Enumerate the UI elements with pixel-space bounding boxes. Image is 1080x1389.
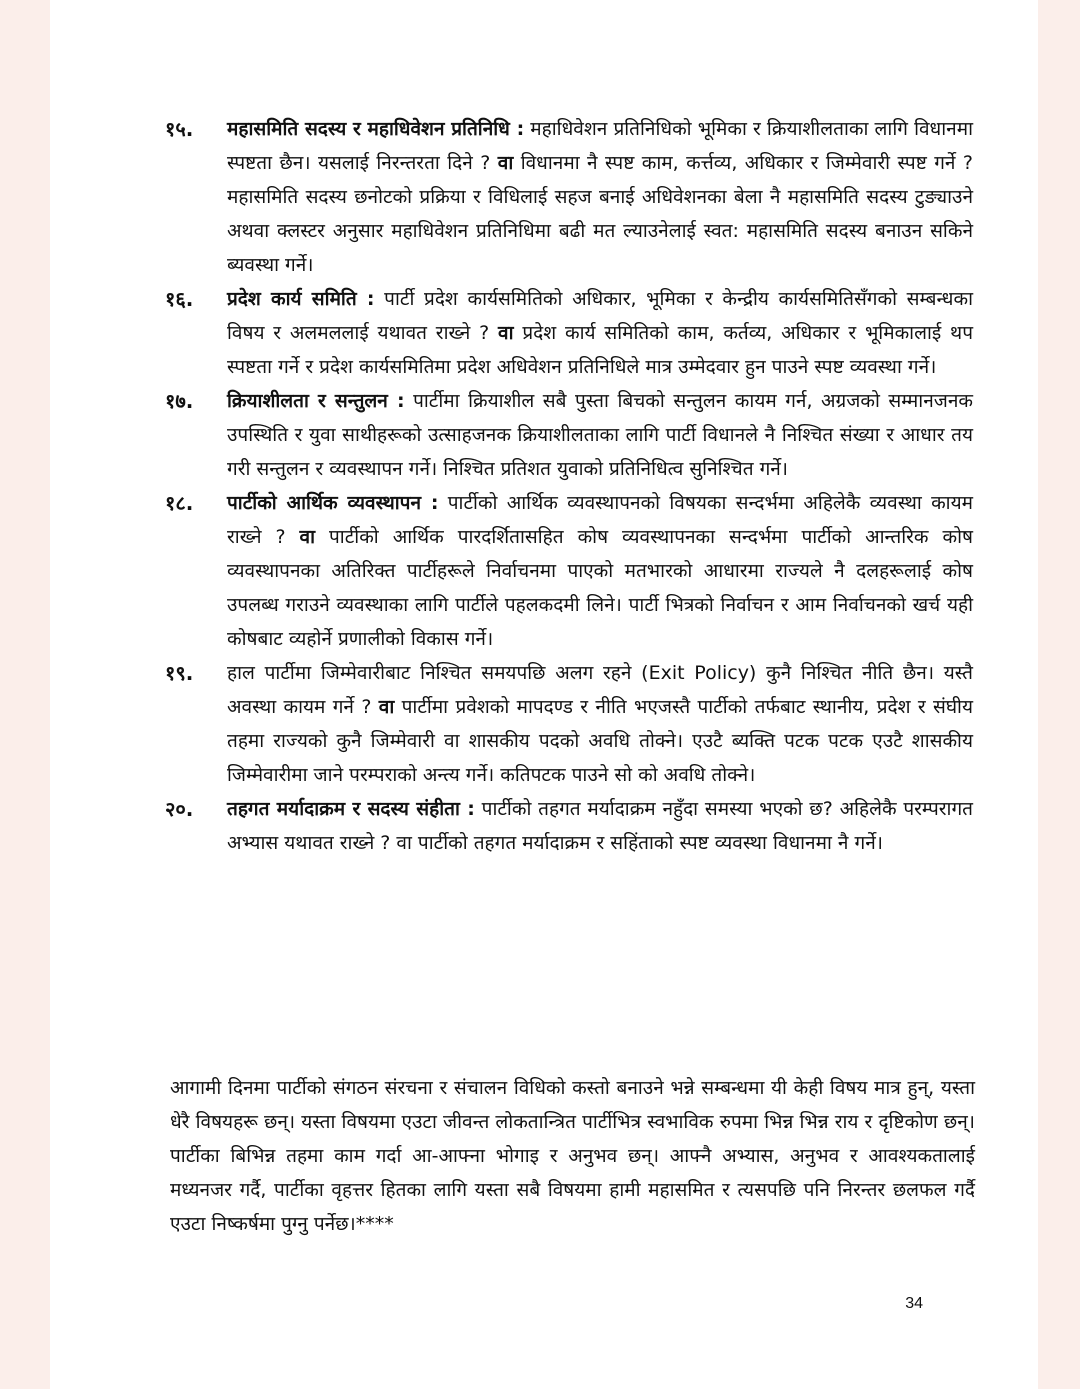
item-number: २०. — [165, 797, 194, 821]
document-page — [50, 0, 1038, 1389]
list-item — [165, 792, 975, 860]
item-body: पार्टीको आर्थिक व्यवस्थापनको विषयका सन्दर्भमा अहिलेकै व्यवस्था कायम राख्ने ? — [227, 492, 973, 548]
item-number: १८. — [165, 491, 194, 515]
item-body: पार्टीको तहगत मर्यादाक्रम नहुँदा समस्या भएको छ? अहिलेकै परम्परागत अभ्यास यथावत राख्ने ? वा पार्टीको तहगत मर्यादाक्रम र सहिंताको स्पष्ट व्यवस्था विधानमा नै गर्ने। — [227, 798, 973, 854]
item-text — [227, 112, 973, 282]
item-body: विधानमा नै स्पष्ट काम, कर्त्तव्य, अधिकार र जिम्मेवारी स्पष्ट गर्ने ? महासमिति सदस्य छनोटको प्रक्रिया र विधिलाई सहज बनाई अधिवेशनका बेला नै महासमिति सदस्य टुङ्याउने अथवा क्लस्टर अनुसार महाधिवेशन प्रतिनिधिमा बढी मत ल्याउनेलाई स्वत: महासमिति सदस्य बनाउन सकिने ब्यवस्था गर्ने। — [227, 152, 973, 276]
item-body: महाधिवेशन प्रतिनिधिको भूमिका र क्रियाशीलताका लागि विधानमा स्पष्टता छैन। यसलाई निरन्तरता दिने ? — [227, 118, 973, 174]
item-body: पार्टीमा प्रवेशको मापदण्ड र नीति भएजस्तै पार्टीको तर्फबाट स्थानीय, प्रदेश र संघीय तहमा राज्यको कुनै जिम्मेवारी वा शासकीय पदको अवधि तोक्ने। एउटै ब्यक्ति पटक पटक एउटै शासकीय जिम्मेवारीमा जाने परम्पराको अन्त्य गर्ने। कतिपटक पाउने सो को अवधि तोक्ने। — [227, 696, 973, 786]
item-body: पार्टीमा क्रियाशील सबै पुस्ता बिचको सन्तुलन कायम गर्न, अग्रजको सम्मानजनक उपस्थिति र युवा साथीहरूको उत्साहजनक क्रियाशीलताका लागि पार्टी विधानले नै निश्चित संख्या र आधार तय गरी सन्तुलन र व्यवस्थापन गर्ने। निश्चित प्रतिशत युवाको प्रतिनिधित्व सुनिश्चित गर्ने। — [227, 390, 973, 480]
item-body: हाल पार्टीमा जिम्मेवारीबाट निश्चित समयपछि अलग रहने (Exit Policy) कुनै निश्चित नीति छैन। यस्तै अवस्था कायम गर्ने ? — [227, 662, 973, 718]
list-item — [165, 656, 975, 792]
list-item — [165, 282, 975, 384]
or-word: वा — [378, 696, 395, 718]
item-text — [227, 656, 973, 792]
item-number: १६. — [165, 287, 194, 311]
or-word: वा — [497, 152, 514, 174]
numbered-list — [165, 112, 975, 860]
item-text — [227, 384, 973, 486]
item-text — [227, 282, 973, 384]
item-title: प्रदेश कार्य समिति : — [227, 288, 375, 310]
item-text — [227, 486, 973, 656]
item-title: महासमिति सदस्य र महाधिवेशन प्रतिनिधि : — [227, 118, 525, 140]
item-number: १५. — [165, 117, 194, 141]
item-number: १९. — [165, 661, 194, 685]
list-item — [165, 486, 975, 656]
item-title: क्रियाशीलता र सन्तुलन : — [227, 390, 405, 412]
or-word: वा — [498, 322, 514, 344]
list-item — [165, 112, 975, 282]
page-number: 34 — [905, 1295, 923, 1312]
item-number: १७. — [165, 389, 194, 413]
item-body: प्रदेश कार्य समितिको काम, कर्तव्य, अधिकार र भूमिकालाई थप स्पष्टता गर्ने र प्रदेश कार्यसमितिमा प्रदेश अधिवेशन प्रतिनिधिले मात्र उम्मेदवार हुन पाउने स्पष्ट व्यवस्था गर्ने। — [227, 322, 973, 378]
item-title: तहगत मर्यादाक्रम र सदस्य संहीता : — [227, 798, 475, 820]
or-word: वा — [299, 526, 316, 548]
item-body: पार्टी प्रदेश कार्यसमितिको अधिकार, भूमिका र केन्द्रीय कार्यसमितिसँगको सम्बन्धका विषय र अलमललाई यथावत राख्ने ? — [227, 288, 973, 344]
item-text — [227, 792, 973, 860]
item-title: पार्टीको आर्थिक व्यवस्थापन : — [227, 492, 439, 514]
list-item — [165, 384, 975, 486]
closing-paragraph: आगामी दिनमा पार्टीको संगठन संरचना र संचालन विधिको कस्तो बनाउने भन्ने सम्बन्धमा यी केही विषय मात्र हुन्, यस्ता धेरै विषयहरू छन्। यस्ता विषयमा एउटा जीवन्त लोकतान्त्रित पार्टीभित्र स्वभाविक रुपमा भिन्न भिन्न राय र दृष्टिकोण छन्। पार्टीका बिभिन्न तहमा काम गर्दा आ-आफ्ना भोगाइ र अनुभव छन्। आफ्नै अभ्यास, अनुभव र आवश्यकतालाई मध्यनजर गर्दै, पार्टीका वृहत्तर हितका लागि यस्ता सबै विषयमा हामी महासमित र त्यसपछि पनि निरन्तर छलफल गर्दै एउटा निष्कर्षमा पुग्नु पर्नेछ।**** — [170, 1077, 975, 1235]
item-body: पार्टीको आर्थिक पारदर्शितासहित कोष व्यवस्थापनका सन्दर्भमा पार्टीको आन्तरिक कोष व्यवस्थापनका अतिरिक्त पार्टीहरूले निर्वाचनमा पाएको मतभारको आधारमा राज्यले नै दलहरूलाई कोष उपलब्ध गराउने व्यवस्थाका लागि पार्टीले पहलकदमी लिने। पार्टी भित्रको निर्वाचन र आम निर्वाचनको खर्च यही कोषबाट व्यहोर्ने प्रणालीको विकास गर्ने। — [227, 526, 973, 650]
